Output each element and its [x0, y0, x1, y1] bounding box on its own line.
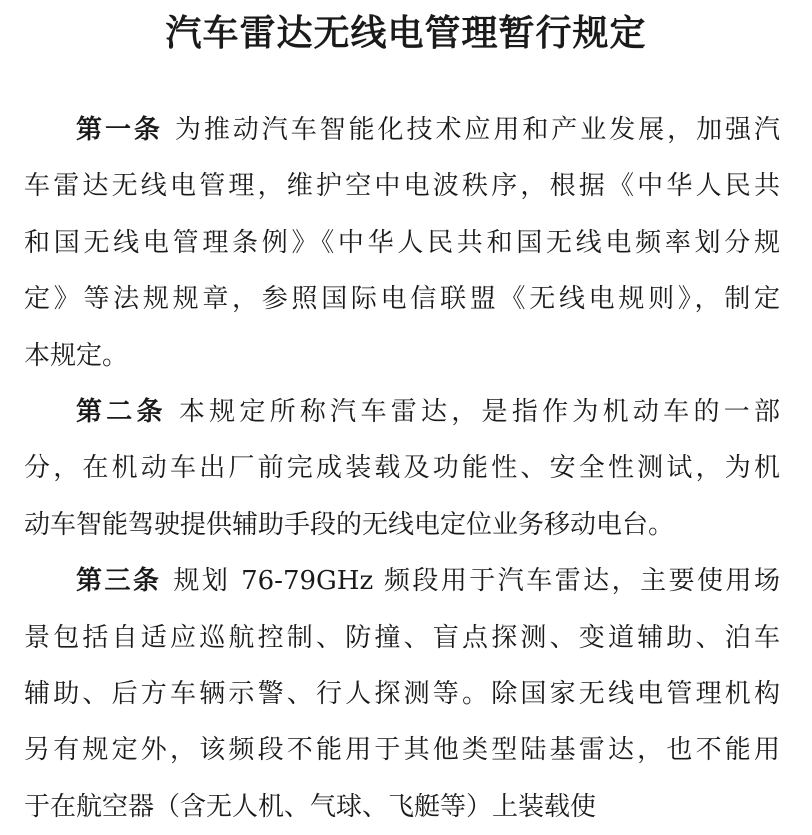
- article-1-line-4: 定》等法规规章，参照国际电信联盟《无线电规则》，制定: [24, 284, 780, 315]
- article-3-text: 规划 76-79GHz 频段用于汽车雷达，主要使用场: [173, 566, 780, 597]
- article-3-line-2: 景包括自适应巡航控制、防撞、盲点探测、变道辅助、泊车: [24, 622, 780, 653]
- article-1-text: 为推动汽车智能化技术应用和产业发展，加强汽: [174, 115, 780, 145]
- article-1-label: 第一条: [76, 115, 163, 145]
- document-body: [24, 102, 780, 835]
- article-3-line-4: 另有规定外，该频段不能用于其他类型陆基雷达，也不能用: [24, 735, 780, 766]
- article-1-line-5: 本规定。: [24, 340, 129, 371]
- article-1-line-3: 和国无线电管理条例》《中华人民共和国无线电频率划分规: [24, 227, 780, 258]
- article-3-line-3: 辅助、后方车辆示警、行人探测等。除国家无线电管理机构: [24, 678, 780, 709]
- article-2-text: 本规定所称汽车雷达，是指作为机动车的一部: [178, 396, 780, 427]
- article-3-label: 第三条: [76, 566, 162, 597]
- article-3-line-1: [24, 553, 780, 609]
- article-1-line-1: [24, 102, 780, 158]
- document-title: 汽车雷达无线电管理暂行规定: [165, 13, 647, 54]
- article-1-line-2: 车雷达无线电管理，维护空中电波秩序，根据《中华人民共: [24, 171, 780, 202]
- article-2-line-3: 动车智能驾驶提供辅助手段的无线电定位业务移动电台。: [24, 509, 675, 540]
- article-2-line-2: 分，在机动车出厂前完成装载及功能性、安全性测试，为机: [24, 453, 780, 484]
- article-2-label: 第二条: [76, 396, 167, 427]
- article-3-line-5: 于在航空器（含无人机、气球、飞艇等）上装载使: [24, 791, 597, 822]
- article-2-line-1: [24, 384, 780, 440]
